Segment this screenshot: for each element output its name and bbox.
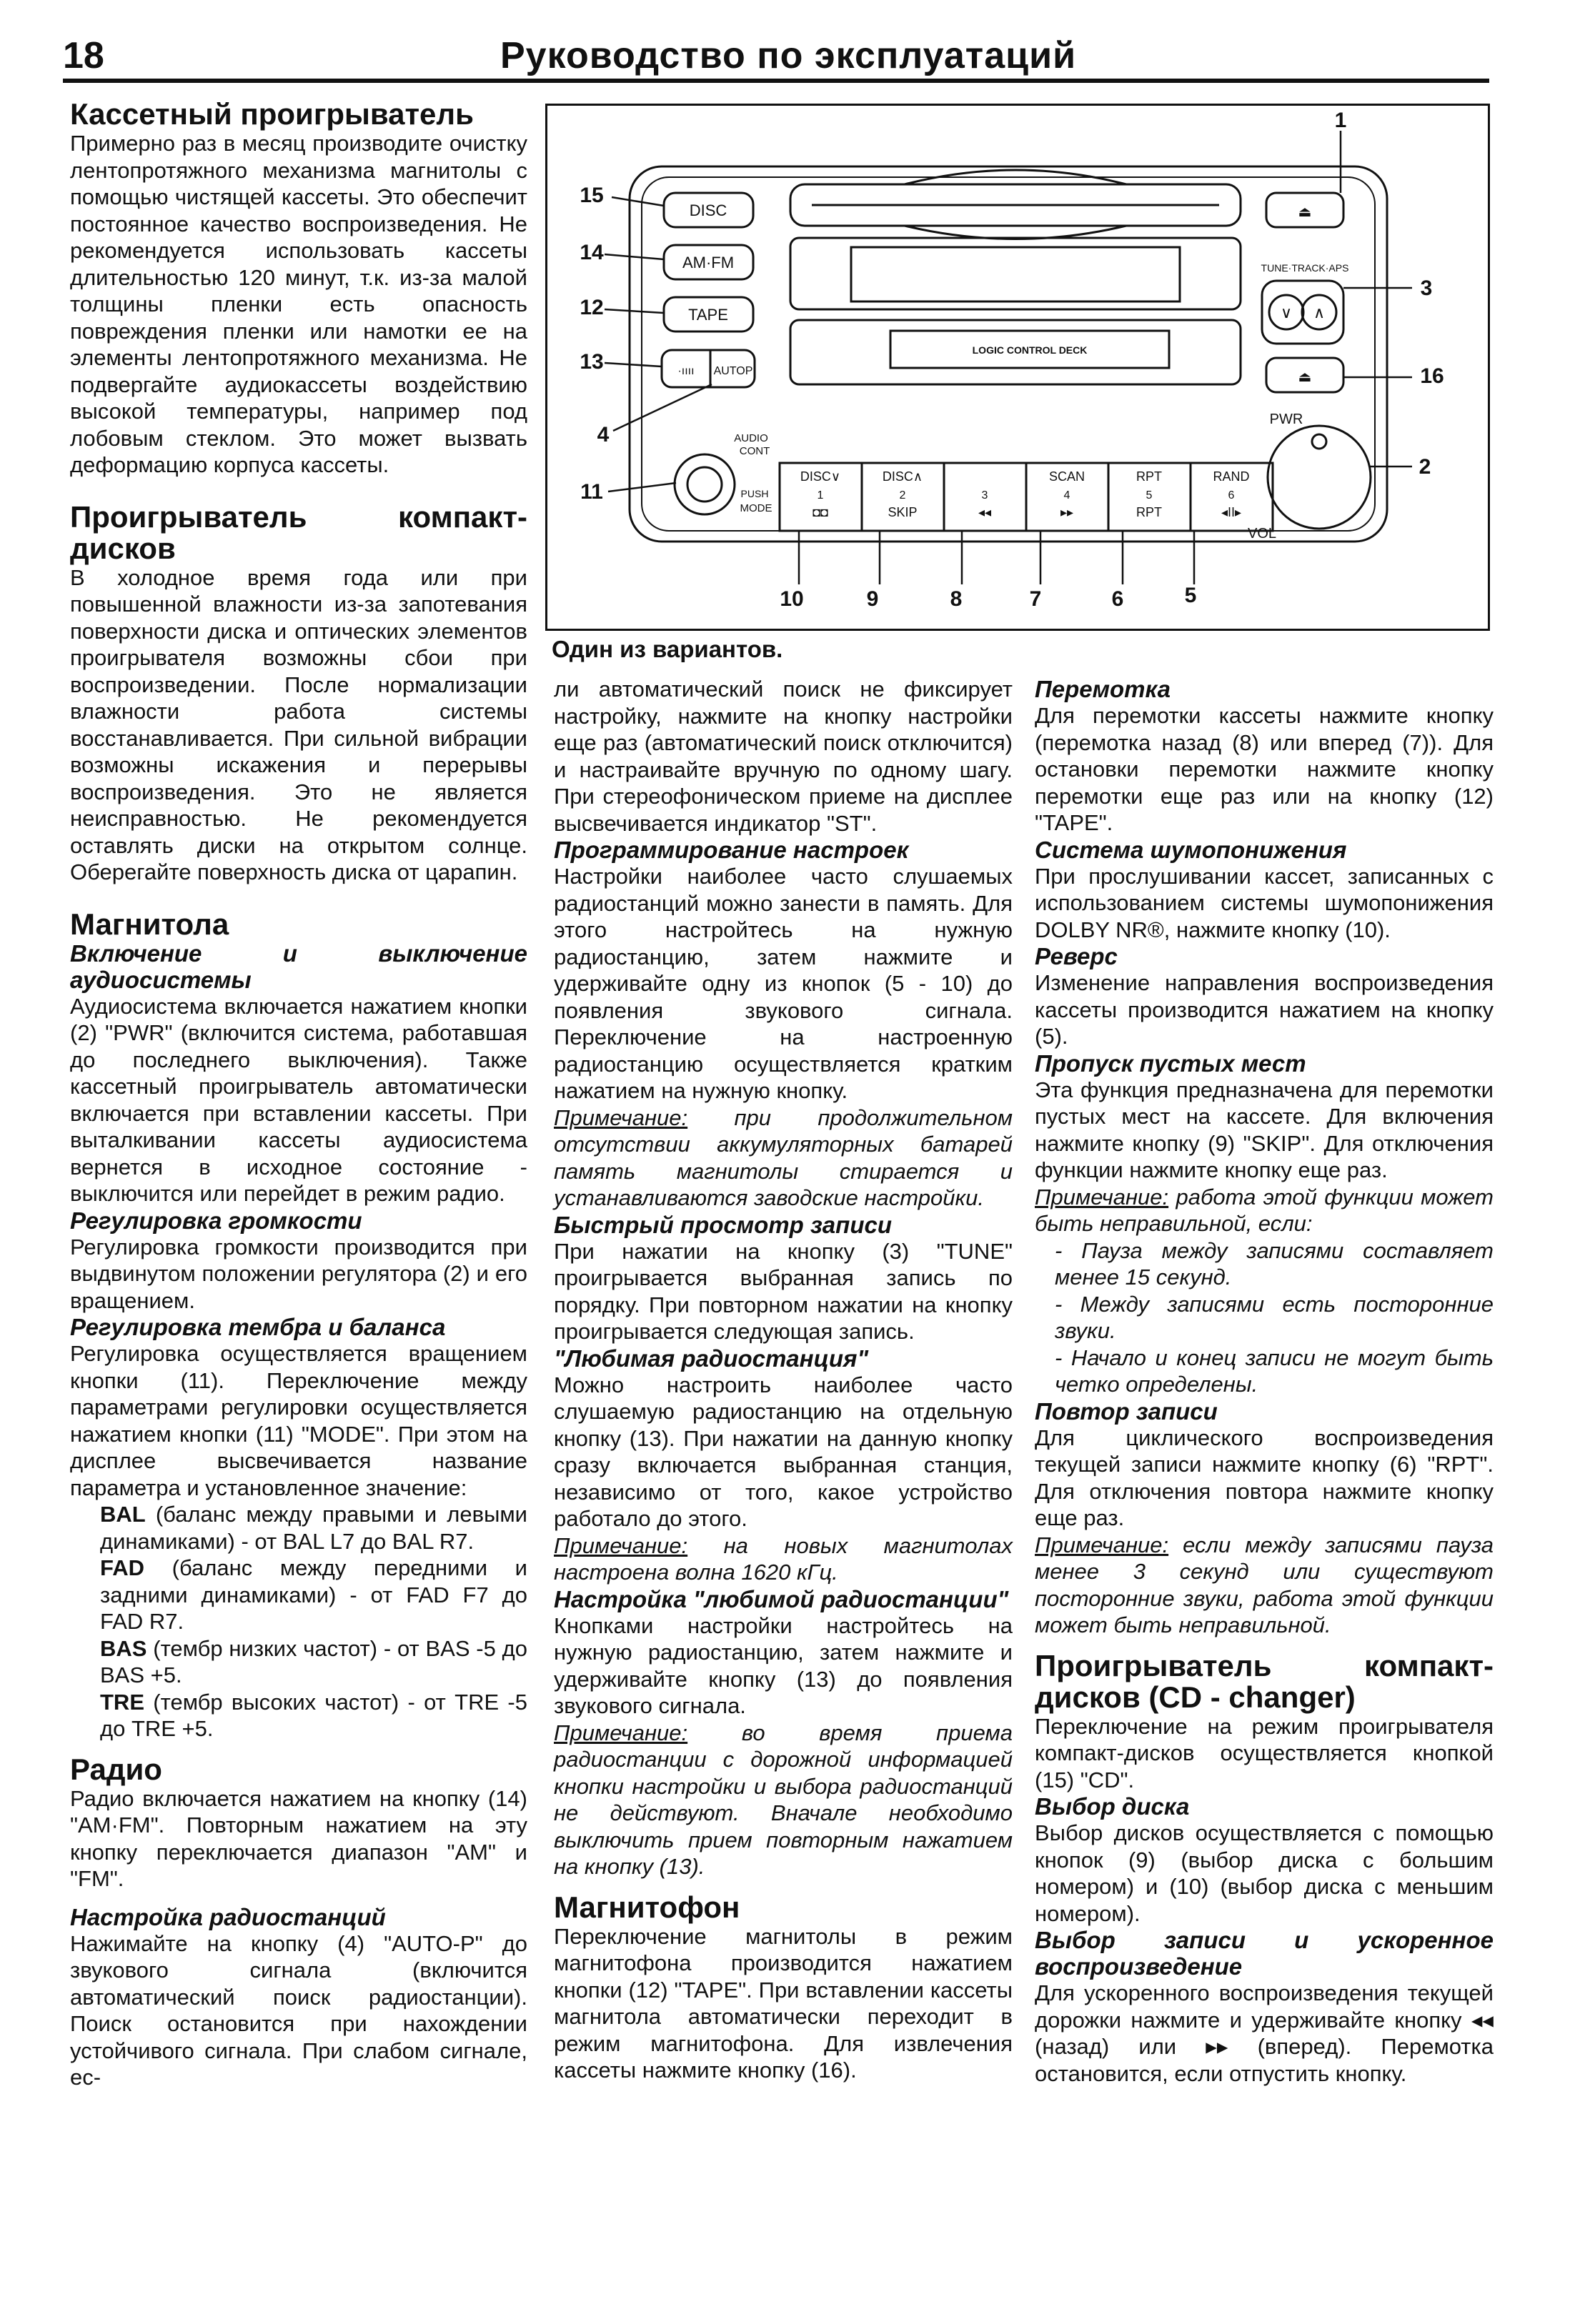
column-right bbox=[1035, 676, 1494, 2087]
paragraph: Радио включается нажатием на кнопку (14) "AM·FM". Повторным нажатием на эту кнопку переключается диапазон "AM" и "FM". bbox=[70, 1785, 527, 1891]
paragraph: При нажатии на кнопку (3) "TUNE" проигрывается выбранная запись по порядку. При повторном нажатии на кнопку проигрывается следующая запись. bbox=[554, 1238, 1013, 1344]
paragraph: Кнопками настройки настройтесь на нужную радиостанцию, затем нажмите и удерживайте кнопку (13) до появления звукового сигнала. bbox=[554, 1612, 1013, 1718]
param-fad: FAD (баланс между передними и задними динамиками) - от FAD F7 до FAD R7. bbox=[100, 1555, 527, 1634]
param-bal: BAL (баланс между правыми и левыми динамиками) - от BAL L7 до BAL R7. bbox=[100, 1502, 527, 1554]
paragraph: Регулировка осуществляется вращением кнопки (11). Переключение между параметрами регулировки осуществляется нажатием кнопки (11) "MODE". При этом на дисплее высвечивается название параметра и установленное значение: bbox=[70, 1341, 527, 1500]
cassette-door bbox=[790, 238, 1241, 309]
paragraph: Изменение направления воспроизведения кассеты производится нажатием на кнопку (5). bbox=[1035, 970, 1494, 1049]
pwr-indicator bbox=[1312, 434, 1326, 449]
subheading: Настройка "любимой радиостанции" bbox=[554, 1585, 1009, 1612]
cont-label: CONT bbox=[739, 445, 770, 457]
svg-text:RPT: RPT bbox=[1136, 505, 1162, 519]
column-left bbox=[70, 99, 527, 2091]
push-label: PUSH bbox=[740, 488, 769, 499]
svg-text:3: 3 bbox=[981, 489, 988, 502]
radio-diagram bbox=[545, 104, 1490, 631]
callout-14: 14 bbox=[580, 241, 604, 264]
subheading: Выбор записи и ускоренное воспроизведение bbox=[1035, 1927, 1494, 1980]
mode-knob-center bbox=[687, 467, 722, 502]
callout-6: 6 bbox=[1111, 587, 1124, 611]
subheading: Регулировка тембра и баланса bbox=[70, 1314, 446, 1340]
callout-7: 7 bbox=[1029, 587, 1042, 611]
mode-label: MODE bbox=[740, 502, 772, 514]
svg-text:SCAN: SCAN bbox=[1048, 469, 1085, 484]
param-tre: TRE (тембр высоких частот) - от TRE -5 до TRE +5. bbox=[100, 1689, 527, 1741]
callout-5: 5 bbox=[1184, 584, 1197, 607]
note: Примечание: если между записями пауза менее 3 секунд или существуют посторонние звуки, работа этой функции может быть неправильной. bbox=[1035, 1532, 1494, 1637]
svg-text:5: 5 bbox=[1146, 489, 1153, 502]
paragraph: Для циклического воспроизведения текущей записи нажмите кнопку (6) "RPT". Для отключения повтора нажмите кнопку еще раз. bbox=[1035, 1425, 1494, 1530]
section-heading: Проигрыватель компакт-дисков bbox=[70, 499, 527, 565]
section-heading: Кассетный проигрыватель bbox=[70, 97, 474, 131]
svg-text:◘◘: ◘◘ bbox=[813, 505, 828, 519]
paragraph: При прослушивании кассет, записанных с использованием системы шумопонижения DOLBY NR®, нажмите кнопку (10). bbox=[1035, 863, 1494, 942]
paragraph: ли автоматический поиск не фиксирует настройку, нажмите на кнопку настройки еще раз (автоматический поиск отключится) и настраивайте вручную по одному шагу. При стереофоническом приеме на дисплее высвечивается индикатор "ST". bbox=[554, 677, 1013, 836]
paragraph: Переключение на режим проигрывателя компакт-дисков осуществляется кнопкой (15) "CD". bbox=[1035, 1713, 1494, 1792]
callout-10: 10 bbox=[780, 587, 804, 611]
note: Примечание: работа этой функции может быть неправильной, если: bbox=[1035, 1184, 1494, 1236]
subheading: Реверс bbox=[1035, 943, 1118, 969]
svg-text:RAND: RAND bbox=[1213, 469, 1250, 484]
svg-text:DISC∧: DISC∧ bbox=[882, 469, 923, 484]
tune-down-icon: ∨ bbox=[1280, 304, 1293, 321]
svg-text:RPT: RPT bbox=[1136, 469, 1162, 484]
radio-faceplate-drawing bbox=[547, 106, 1488, 629]
callout-1: 1 bbox=[1334, 109, 1347, 132]
paragraph: Можно настроить наиболее часто слушаемую радиостанцию на отдельную кнопку (13). При нажатии на данную кнопку сразу включается выбранная станция, независимо от того, какое устройство работало до этого. bbox=[554, 1372, 1013, 1531]
callout-8: 8 bbox=[950, 587, 963, 611]
paragraph: Аудиосистема включается нажатием кнопки (2) "PWR" (включится система, работавшая до последнего выключения). Также кассетный проигрыватель автоматически включается при вставлении кассеты. При выталкивании кассеты аудиосистема вернется в исходное состояние - выключится или перейдет в режим радио. bbox=[70, 993, 527, 1206]
page-title: Руководство по эксплуатаций bbox=[500, 35, 1077, 76]
subheading: Быстрый просмотр записи bbox=[554, 1211, 892, 1238]
subheading: Перемотка bbox=[1035, 676, 1171, 702]
paragraph: Переключение магнитолы в режим магнитофона производится нажатием кнопки (12) "TAPE". При вставлении кассеты магнитола автоматически переходит в режим магнитофона. Для извлечения кассеты нажмите кнопку (16). bbox=[554, 1923, 1013, 2083]
subheading: Регулировка громкости bbox=[70, 1207, 362, 1234]
list-item: - Между записями есть посторонние звуки. bbox=[1055, 1291, 1494, 1343]
section-heading: Проигрыватель компакт-дисков (CD - changer) bbox=[1035, 1648, 1494, 1714]
subheading: Повтор записи bbox=[1035, 1397, 1218, 1425]
callout-15: 15 bbox=[580, 184, 604, 207]
mode-knob bbox=[675, 454, 735, 514]
svg-text:SKIP: SKIP bbox=[888, 505, 918, 519]
eject-tape-icon: ⏏ bbox=[1298, 369, 1312, 385]
subheading: Система шумопонижения bbox=[1035, 836, 1347, 863]
callout-12: 12 bbox=[580, 296, 604, 319]
callout-16: 16 bbox=[1420, 364, 1444, 388]
note: Примечание: на новых магнитолах настроена волна 1620 кГц. bbox=[554, 1532, 1013, 1585]
autop-label: AUTOP bbox=[713, 365, 753, 377]
paragraph: Нажимайте на кнопку (4) "AUTO-P" до звукового сигнала (включится автоматический поиск радиостанции). Поиск остановится при нахождении устойчивого сигнала. При слабом сигнале, ес- bbox=[70, 1930, 527, 2090]
note: Примечание: при продолжительном отсутствии аккумуляторных батарей память магнитолы стирается и устанавливаются заводские настройки. bbox=[554, 1104, 1013, 1210]
audio-label: AUDIO bbox=[734, 432, 768, 444]
param-bas: BAS (тембр низких частот) - от BAS -5 до BAS +5. bbox=[100, 1635, 527, 1687]
svg-text:1: 1 bbox=[817, 489, 824, 502]
figure-caption: Один из вариантов. bbox=[552, 636, 783, 662]
logic-control-label: LOGIC CONTROL DECK bbox=[972, 344, 1088, 356]
header-rule bbox=[63, 79, 1489, 83]
tape-label: TAPE bbox=[688, 306, 728, 324]
section-heading: Радио bbox=[70, 1752, 162, 1786]
callout-11: 11 bbox=[580, 480, 603, 504]
svg-text:2: 2 bbox=[899, 489, 906, 502]
svg-text:4: 4 bbox=[1063, 489, 1070, 502]
callout-13: 13 bbox=[580, 350, 604, 374]
subheading: Пропуск пустых мест bbox=[1035, 1049, 1306, 1077]
svg-text:▸▸: ▸▸ bbox=[1060, 505, 1074, 519]
callout-4: 4 bbox=[597, 423, 610, 447]
svg-text:DISC∨: DISC∨ bbox=[800, 469, 841, 484]
tune-up-icon: ∧ bbox=[1313, 304, 1326, 321]
subheading: Программирование настроек bbox=[554, 837, 909, 863]
page-number: 18 bbox=[63, 35, 104, 76]
callout-3: 3 bbox=[1420, 276, 1433, 300]
svg-text:◂◂: ◂◂ bbox=[978, 505, 992, 519]
section-heading: Магнитола bbox=[70, 907, 229, 941]
amfm-label: AM·FM bbox=[682, 254, 735, 271]
subheading: "Любимая радиостанция" bbox=[554, 1345, 869, 1372]
subheading: Настройка радиостанций bbox=[70, 1903, 386, 1930]
cassette-window bbox=[851, 247, 1180, 301]
paragraph: Примерно раз в месяц производите очистку лентопротяжного механизма магнитолы с помощью чистящей кассеты. Это обеспечит постоянное качество воспроизведения. Не рекомендуется использовать кассеты длительностью 120 минут, т.к. из-за малой толщины пленки есть опасность повреждения пленки или намотки ее на элементы лентопротяжного механизма. Не подвергайте аудиокассеты воздействию высокой температуры, например под лобовым стеклом. Это может вызвать деформацию корпуса кассеты. bbox=[70, 131, 527, 477]
tune-label: TUNE·TRACK·APS bbox=[1261, 262, 1349, 274]
section-heading: Магнитофон bbox=[554, 1890, 740, 1924]
autop-bars-icon: ·ıııı bbox=[677, 365, 695, 377]
list-item: - Начало и конец записи не могут быть четко определены. bbox=[1055, 1345, 1494, 1397]
paragraph: Эта функция предназначена для перемотки пустых мест на кассете. Для включения нажмите кнопку (9) "SKIP". Для отключения функции нажмите кнопку еще раз. bbox=[1035, 1077, 1494, 1182]
disc-label: DISC bbox=[689, 201, 727, 219]
column-middle bbox=[554, 676, 1013, 2084]
paragraph: Для перемотки кассеты нажмите кнопку (перемотка назад (8) или вперед (7)). Для остановки перемотки нажмите кнопку перемотки еще раз или на кнопку (12) "TAPE". bbox=[1035, 703, 1494, 835]
note: Примечание: во время приема радиостанции с дорожной информацией кнопки настройки и выбора радиостанций не действуют. Вначале необходимо выключить прием повторным нажатием на кнопку (13). bbox=[554, 1720, 1013, 1879]
subheading: Включение и выключение аудиосистемы bbox=[70, 939, 527, 993]
svg-text:6: 6 bbox=[1228, 489, 1235, 502]
eject-icon: ⏏ bbox=[1298, 204, 1312, 220]
list-item: - Пауза между записями составляет менее 15 секунд. bbox=[1055, 1237, 1494, 1290]
paragraph: Настройки наиболее часто слушаемых радиостанций можно занести в память. Для этого настройтесь на нужную радиостанцию, затем нажмите и удерживайте одну из кнопок (5 - 10) до появления звукового сигнала. Переключение на настроенную радиостанцию осуществляется кратким нажатием на нужную кнопку. bbox=[554, 864, 1013, 1103]
paragraph: В холодное время года или при повышенной влажности из-за запотевания поверхности диска и оптических элементов проигрывателя возможны сбои при воспроизведении. После нормализации влажности работа системы восстанавливается. При сильной вибрации возможны искажения и перерывы воспроизведения. Это не является неисправностью. Не рекомендуется оставлять диски на открытом солнце. Оберегайте поверхность диска от царапин. bbox=[70, 564, 527, 884]
callout-2: 2 bbox=[1418, 455, 1431, 479]
paragraph: Регулировка громкости производится при выдвинутом положении регулятора (2) и его вращением. bbox=[70, 1234, 527, 1313]
vol-label: VOL bbox=[1247, 526, 1277, 542]
paragraph: Выбор дисков осуществляется с помощью кнопок (9) (выбор диска с большим номером) и (10) (выбор диска с меньшим номером). bbox=[1035, 1820, 1494, 1926]
svg-text:◂II▸: ◂II▸ bbox=[1221, 505, 1242, 519]
callout-9: 9 bbox=[866, 587, 879, 611]
volume-knob bbox=[1268, 426, 1371, 529]
pwr-label: PWR bbox=[1269, 412, 1303, 427]
paragraph: Для ускоренного воспроизведения текущей дорожки нажмите и удерживайте кнопку ◂◂ (назад) или ▸▸ (вперед). Перемотка остановится, если отпустить кнопку. bbox=[1035, 1980, 1494, 2086]
subheading: Выбор диска bbox=[1035, 1793, 1190, 1820]
